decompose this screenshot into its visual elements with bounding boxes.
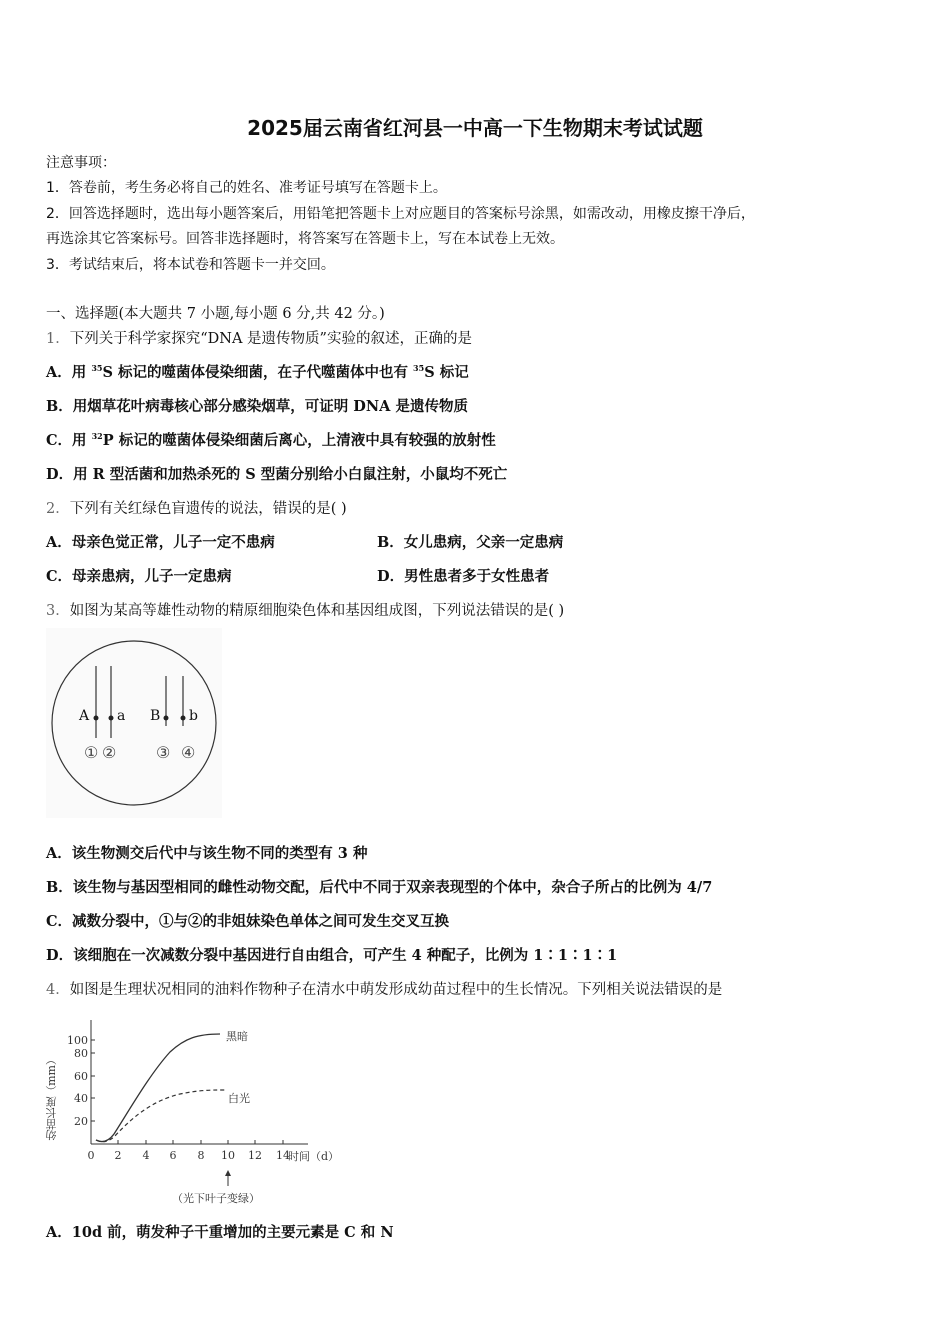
svg-text:6: 6 (169, 1149, 177, 1162)
question-1-stem (46, 327, 472, 348)
q1-option-d (46, 463, 507, 484)
superscript: 35 (413, 363, 425, 373)
question-number: 1． (46, 331, 70, 347)
svg-text:40: 40 (74, 1092, 88, 1105)
option-label: A． (46, 364, 72, 381)
q2-option-d (377, 565, 549, 586)
option-text: 用 (72, 432, 92, 449)
q1-option-c (46, 429, 496, 450)
notice-item: 3．考试结束后，将本试卷和答题卡一并交回。 (46, 257, 335, 273)
q4-option-a (46, 1221, 394, 1242)
q3-option-b (46, 876, 712, 897)
notice-item: 1．答卷前，考生务必将自己的姓名、准考证号填写在答题卡上。 (46, 180, 447, 196)
option-text: S 标记的噬菌体侵染细菌，在子代噬菌体中也有 (102, 364, 414, 381)
question-number: 4． (46, 982, 70, 998)
y-axis-label: 幼苗长度（mm） (45, 1054, 58, 1141)
option-text: 母亲患病，儿子一定患病 (72, 568, 232, 585)
option-label: D． (46, 947, 74, 964)
question-4-stem (46, 978, 722, 999)
option-text: 该生物与基因型相同的雌性动物交配，后代中不同于双亲表现型的个体中，杂合子所占的比例为 4/7 (72, 879, 713, 896)
option-label: C． (46, 432, 73, 449)
option-text: 该细胞在一次减数分裂中基因进行自由组合，可产生 4 种配子，比例为 1∶1∶1∶1 (73, 947, 618, 964)
svg-text:2: 2 (114, 1149, 122, 1162)
svg-text:8: 8 (197, 1149, 205, 1162)
q1-option-b (46, 395, 468, 416)
q2-option-c (46, 565, 232, 586)
chart-annotation: （光下叶子变绿） (172, 1192, 260, 1205)
option-label: B． (46, 398, 73, 415)
q2-option-a (46, 531, 275, 552)
option-label: A． (46, 534, 72, 551)
svg-text:80: 80 (74, 1047, 88, 1060)
superscript: 35 (91, 363, 103, 373)
q3-option-d (46, 944, 617, 965)
gene-label: B (150, 708, 161, 724)
seedling-growth-chart (40, 1014, 360, 1210)
chromosome-label: ① (84, 743, 99, 762)
section-heading: 一、选择题(本大题共 7 小题,每小题 6 分,共 42 分。) (46, 306, 385, 322)
question-2-stem (46, 497, 347, 518)
question-number: 3． (46, 603, 70, 619)
svg-text:10: 10 (221, 1149, 235, 1162)
svg-text:60: 60 (74, 1070, 88, 1083)
option-text: 用烟草花叶病毒核心部分感染烟草，可证明 DNA 是遗传物质 (72, 398, 468, 415)
svg-text:4: 4 (142, 1149, 150, 1162)
x-axis-label: 时间（d） (288, 1150, 340, 1163)
option-label: D． (377, 568, 405, 585)
chromosome-label: ② (102, 743, 117, 762)
option-label: C． (46, 568, 73, 585)
svg-text:0: 0 (87, 1149, 95, 1162)
option-text: 女儿患病，父亲一定患病 (403, 534, 564, 551)
chromosome-label: ③ (156, 743, 171, 762)
notice-item: 2．回答选择题时，选出每小题答案后，用铅笔把答题卡上对应题目的答案标号涂黑，如需改动，用橡皮擦干净后， (46, 206, 755, 222)
svg-text:12: 12 (248, 1149, 262, 1162)
question-3-stem (46, 599, 564, 620)
svg-text:14: 14 (276, 1149, 290, 1162)
option-label: A． (46, 1224, 72, 1241)
page-title: 2025届云南省红河县一中高一下生物期末考试试题 (247, 116, 703, 140)
option-text: S 标记 (424, 364, 469, 381)
question-text: 如图是生理状况相同的油料作物种子在清水中萌发形成幼苗过程中的生长情况。下列相关说法错误的是 (69, 982, 723, 998)
option-label: B． (377, 534, 404, 551)
option-label: C． (46, 913, 73, 930)
gene-label: a (117, 708, 126, 724)
question-number: 2． (46, 501, 70, 517)
q2-option-b (377, 531, 563, 552)
legend-white-light: 白光 (228, 1092, 250, 1105)
option-text: P 标记的噬菌体侵染细菌后离心，上清液中具有较强的放射性 (102, 432, 496, 449)
svg-text:100: 100 (67, 1034, 88, 1047)
option-text: 母亲色觉正常，儿子一定不患病 (71, 534, 275, 551)
notice-item: 再选涂其它答案标号。回答非选择题时，将答案写在答题卡上，写在本试卷上无效。 (46, 231, 564, 247)
option-label: A． (46, 845, 72, 862)
notice-heading: 注意事项： (46, 155, 116, 171)
option-text: 男性患者多于女性患者 (404, 568, 550, 585)
question-text: 下列有关红绿色盲遗传的说法，错误的是( ) (69, 501, 347, 517)
gene-label: A (79, 708, 90, 724)
q1-option-a (46, 361, 469, 382)
svg-text:20: 20 (74, 1115, 88, 1128)
option-text: 减数分裂中，①与②的非姐妹染色单体之间可发生交叉互换 (72, 913, 450, 930)
chromosome-label: ④ (181, 743, 196, 762)
option-text: 用 R 型活菌和加热杀死的 S 型菌分别给小白鼠注射，小鼠均不死亡 (73, 466, 508, 483)
option-label: B． (46, 879, 73, 896)
chromosome-diagram (46, 628, 222, 818)
option-text: 该生物测交后代中与该生物不同的类型有 3 种 (71, 845, 368, 862)
option-text: 用 (71, 364, 92, 381)
question-text: 下列关于科学家探究“DNA 是遗传物质”实验的叙述，正确的是 (69, 331, 472, 347)
legend-dark: 黑暗 (226, 1030, 248, 1043)
superscript: 32 (91, 431, 103, 441)
option-text: 10d 前，萌发种子干重增加的主要元素是 C 和 N (71, 1224, 394, 1241)
q3-option-c (46, 910, 449, 931)
question-text: 如图为某高等雄性动物的精原细胞染色体和基因组成图，下列说法错误的是( ) (69, 603, 565, 619)
option-label: D． (46, 466, 74, 483)
gene-label: b (189, 708, 198, 724)
q3-option-a (46, 842, 367, 863)
